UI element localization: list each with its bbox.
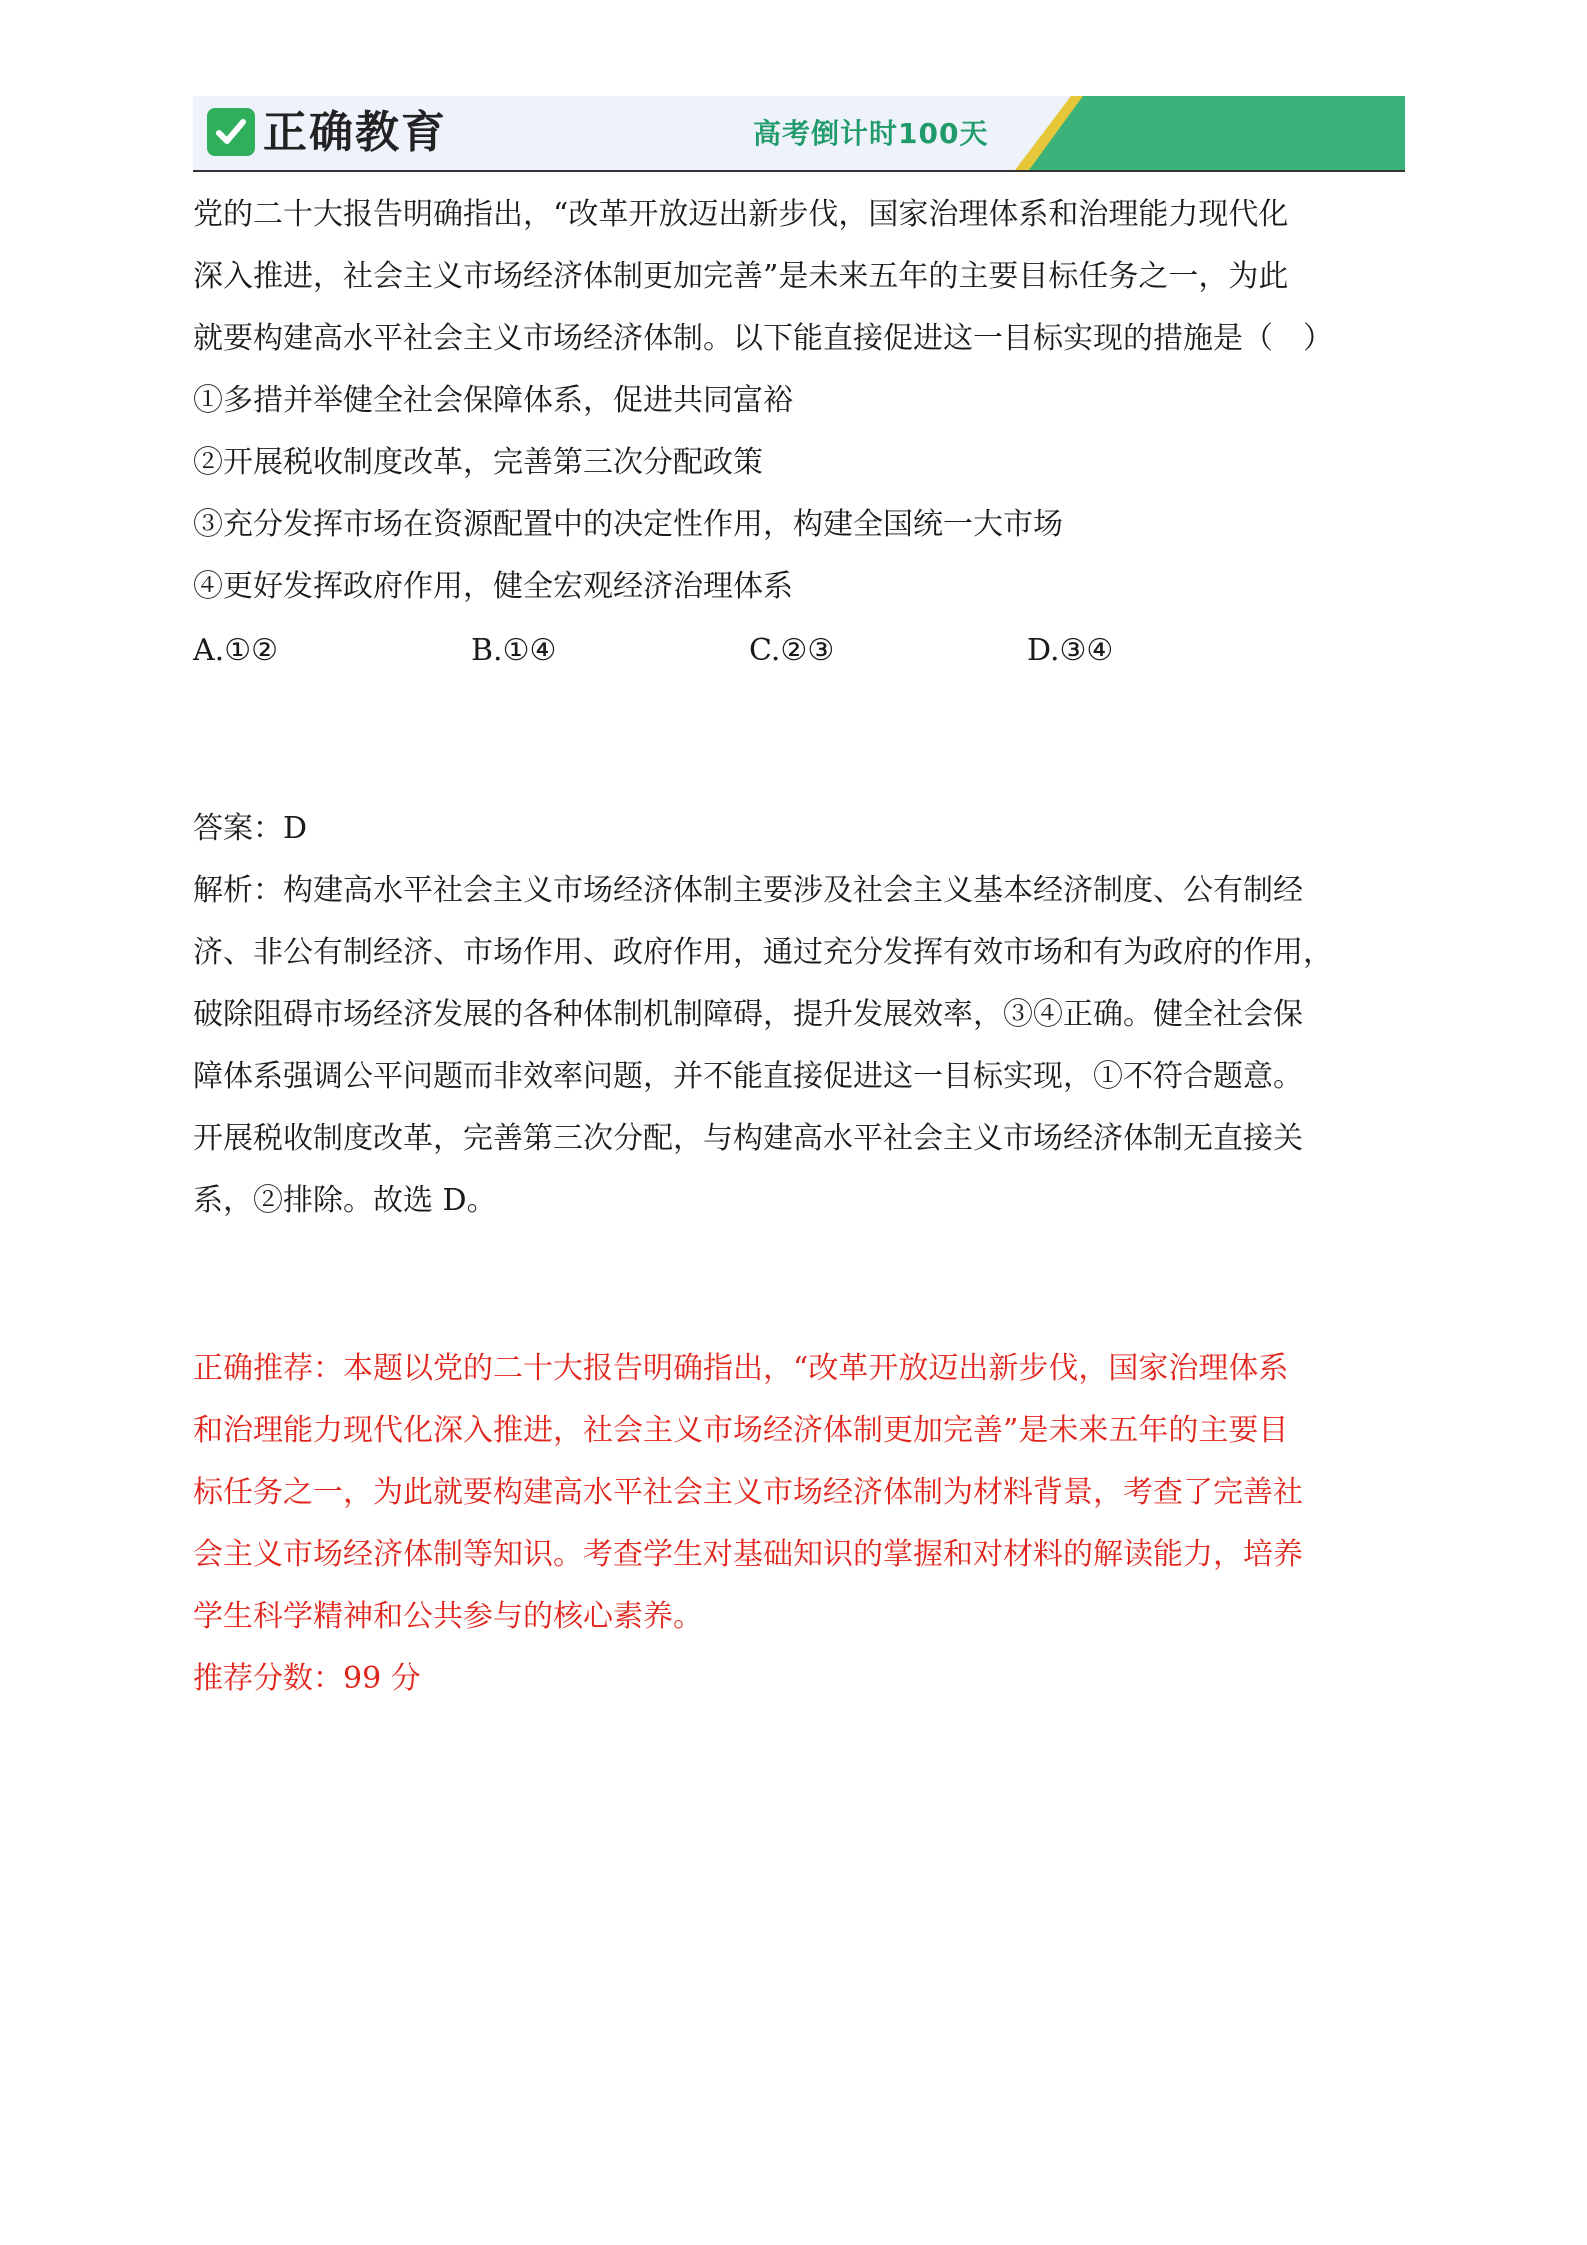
question-block: [193, 184, 1423, 618]
option-c: C.②③: [749, 633, 835, 668]
analysis-line: 破除阻碍市场经济发展的各种体制机制障碍，提升发展效率，③④正确。健全社会保: [193, 997, 1303, 1032]
statement-4: ④更好发挥政府作用，健全宏观经济治理体系: [193, 569, 793, 604]
daily-question-banner: [1015, 96, 1405, 170]
recommendation-line: 会主义市场经济体制等知识。考查学生对基础知识的掌握和对材料的解读能力，培养: [193, 1537, 1303, 1572]
recommendation-line: 标任务之一，为此就要构建高水平社会主义市场经济体制为材料背景，考查了完善社: [193, 1475, 1303, 1510]
option-a: A.①②: [193, 633, 278, 668]
statement-1: ①多措并举健全社会保障体系，促进共同富裕: [193, 383, 793, 418]
recommendation-block: [193, 1338, 1423, 1710]
analysis-line: 障体系强调公平问题而非效率问题，并不能直接促进这一目标实现，①不符合题意。: [193, 1059, 1303, 1094]
statement-2: ②开展税收制度改革，完善第三次分配政策: [193, 445, 763, 480]
question-stem-line: 就要构建高水平社会主义市场经济体制。以下能直接促进这一目标实现的措施是（ ）: [193, 321, 1333, 356]
banner-title: 每日一题: [970, 14, 1155, 58]
answer-line: 答案：D: [193, 811, 308, 846]
analysis-line: 开展税收制度改革，完善第三次分配，与构建高水平社会主义市场经济体制无直接关: [193, 1121, 1303, 1156]
option-d: D.③④: [1027, 633, 1114, 668]
question-stem-line: 党的二十大报告明确指出，“改革开放迈出新步伐，国家治理体系和治理能力现代化: [193, 197, 1289, 232]
answer-block: [193, 798, 1423, 1232]
recommendation-line: 学生科学精神和公共参与的核心素养。: [193, 1599, 703, 1634]
header-divider: [193, 170, 1405, 172]
recommendation-score: 推荐分数：99 分: [193, 1661, 421, 1696]
countdown-label: 高考倒计时100天: [753, 117, 989, 150]
analysis-line: 济、非公有制经济、市场作用、政府作用，通过充分发挥有效市场和有为政府的作用，: [193, 935, 1333, 970]
question-stem-line: 深入推进，社会主义市场经济体制更加完善”是未来五年的主要目标任务之一，为此: [193, 259, 1289, 294]
recommendation-line: 和治理能力现代化深入推进，社会主义市场经济体制更加完善”是未来五年的主要目: [193, 1413, 1289, 1448]
analysis-line: 解析：构建高水平社会主义市场经济体制主要涉及社会主义基本经济制度、公有制经: [193, 873, 1303, 908]
analysis-line: 系，②排除。故选 D。: [193, 1183, 497, 1218]
recommendation-line: 正确推荐：本题以党的二十大报告明确指出，“改革开放迈出新步伐，国家治理体系: [193, 1351, 1289, 1386]
answer-options: [193, 620, 1193, 682]
page-header: [193, 96, 1405, 170]
brand-name: 正确教育: [263, 107, 447, 158]
check-logo-icon: [207, 108, 255, 156]
option-b: B.①④: [471, 633, 557, 668]
statement-3: ③充分发挥市场在资源配置中的决定性作用，构建全国统一大市场: [193, 507, 1063, 542]
